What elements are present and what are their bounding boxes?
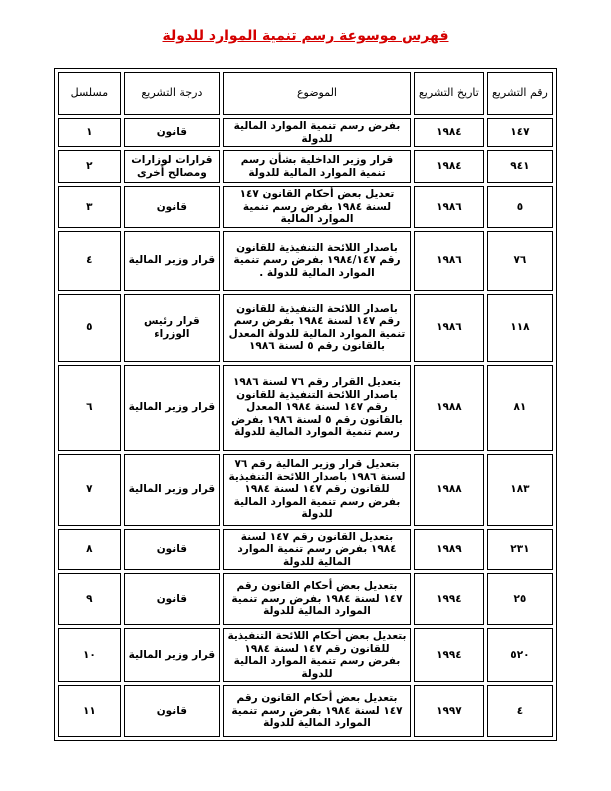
cell-serial: ٧: [58, 454, 121, 526]
cell-serial: ٩: [58, 573, 121, 625]
cell-serial: ٨: [58, 529, 121, 571]
cell-number: ٢٥: [487, 573, 553, 625]
cell-degree: قرار وزير المالية: [124, 365, 220, 451]
cell-subject: بتعديل القرار رقم ٧٦ لسنة ١٩٨٦ باصدار اللائحة التنفيذية للقانون رقم ١٤٧ لسنة ١٩٨٤ المعدل بالقانون رقم ٥ لسنة ١٩٨٦ بفرض رسم تنمية الموارد المالية للدولة: [223, 365, 411, 451]
cell-degree: قرار وزير المالية: [124, 231, 220, 291]
cell-serial: ١٠: [58, 628, 121, 682]
cell-serial: ٦: [58, 365, 121, 451]
cell-date: ١٩٨٨: [414, 365, 484, 451]
table-row: [58, 150, 553, 183]
cell-degree: قانون: [124, 118, 220, 147]
table-row: [58, 231, 553, 291]
cell-number: ١١٨: [487, 294, 553, 362]
cell-degree: قرارات لوزارات ومصالح أخرى: [124, 150, 220, 183]
cell-subject: باصدار اللائحة التنفيذية للقانون رقم ١٩٨٤/١٤٧ بفرض رسم تنمية الموارد المالية للدولة .: [223, 231, 411, 291]
header-subject: الموضوع: [223, 72, 411, 115]
cell-subject: باصدار اللائحة التنفيذية للقانون رقم ١٤٧ لسنة ١٩٨٤ بفرض رسم تنمية الموارد المالية للدولة المعدل بالقانون رقم ٥ لسنة ١٩٨٦: [223, 294, 411, 362]
page-title: فهرس موسوعة رسم تنمية الموارد للدولة: [162, 28, 449, 44]
cell-number: ١٨٣: [487, 454, 553, 526]
cell-date: ١٩٨٤: [414, 150, 484, 183]
cell-date: ١٩٨٦: [414, 294, 484, 362]
cell-subject: تعديل بعض أحكام القانون ١٤٧ لسنة ١٩٨٤ بفرض رسم تنمية الموارد المالية: [223, 186, 411, 228]
table-row: [58, 685, 553, 737]
cell-subject: بتعديل بعض أحكام القانون رقم ١٤٧ لسنة ١٩٨٤ بفرض رسم تنمية الموارد المالية للدولة: [223, 573, 411, 625]
header-date: تاريخ التشريع: [414, 72, 484, 115]
table-row: [58, 365, 553, 451]
cell-degree: قانون: [124, 685, 220, 737]
cell-number: ٨١: [487, 365, 553, 451]
table-row: [58, 529, 553, 571]
table-row: [58, 186, 553, 228]
table-row: [58, 118, 553, 147]
header-degree: درجة التشريع: [124, 72, 220, 115]
cell-serial: ١: [58, 118, 121, 147]
cell-subject: بتعديل القانون رقم ١٤٧ لسنة ١٩٨٤ بفرض رسم تنمية الموارد المالية للدولة: [223, 529, 411, 571]
cell-date: ١٩٨٩: [414, 529, 484, 571]
cell-subject: بفرض رسم تنمية الموارد المالية للدولة: [223, 118, 411, 147]
cell-number: ٧٦: [487, 231, 553, 291]
cell-date: ١٩٩٤: [414, 573, 484, 625]
table-row: [58, 454, 553, 526]
cell-date: ١٩٨٨: [414, 454, 484, 526]
cell-degree: قرار وزير المالية: [124, 628, 220, 682]
cell-serial: ١١: [58, 685, 121, 737]
cell-degree: قرار وزير المالية: [124, 454, 220, 526]
cell-number: ٥: [487, 186, 553, 228]
cell-number: ٤: [487, 685, 553, 737]
cell-number: ٢٣١: [487, 529, 553, 571]
cell-degree: قانون: [124, 573, 220, 625]
cell-number: ٥٢٠: [487, 628, 553, 682]
cell-serial: ٣: [58, 186, 121, 228]
cell-serial: ٢: [58, 150, 121, 183]
cell-subject: قرار وزير الداخلية بشأن رسم تنمية الموارد المالية للدولة: [223, 150, 411, 183]
cell-degree: قانون: [124, 529, 220, 571]
table-header-row: [58, 72, 553, 115]
cell-serial: ٥: [58, 294, 121, 362]
cell-date: ١٩٩٤: [414, 628, 484, 682]
cell-subject: بتعديل بعض أحكام اللائحة التنفيذية للقانون رقم ١٤٧ لسنة ١٩٨٤ بفرض رسم تنمية الموارد المالية للدولة: [223, 628, 411, 682]
table-row: [58, 628, 553, 682]
cell-degree: قرار رئيس الوزراء: [124, 294, 220, 362]
cell-date: ١٩٨٦: [414, 231, 484, 291]
table-row: [58, 573, 553, 625]
cell-subject: بتعديل بعض أحكام القانون رقم ١٤٧ لسنة ١٩٨٤ بفرض رسم تنمية الموارد المالية للدولة: [223, 685, 411, 737]
cell-number: ٩٤١: [487, 150, 553, 183]
legislation-index-table: [54, 68, 557, 741]
cell-serial: ٤: [58, 231, 121, 291]
cell-date: ١٩٨٦: [414, 186, 484, 228]
cell-degree: قانون: [124, 186, 220, 228]
header-serial: مسلسل: [58, 72, 121, 115]
header-number: رقم التشريع: [487, 72, 553, 115]
cell-subject: بتعديل قرار وزير المالية رقم ٧٦ لسنة ١٩٨٦ باصدار اللائحة التنفيذية للقانون رقم ١٤٧ لسنة ١٩٨٤ بفرض رسم تنمية الموارد المالية للدولة: [223, 454, 411, 526]
cell-date: ١٩٨٤: [414, 118, 484, 147]
table-row: [58, 294, 553, 362]
cell-date: ١٩٩٧: [414, 685, 484, 737]
cell-number: ١٤٧: [487, 118, 553, 147]
